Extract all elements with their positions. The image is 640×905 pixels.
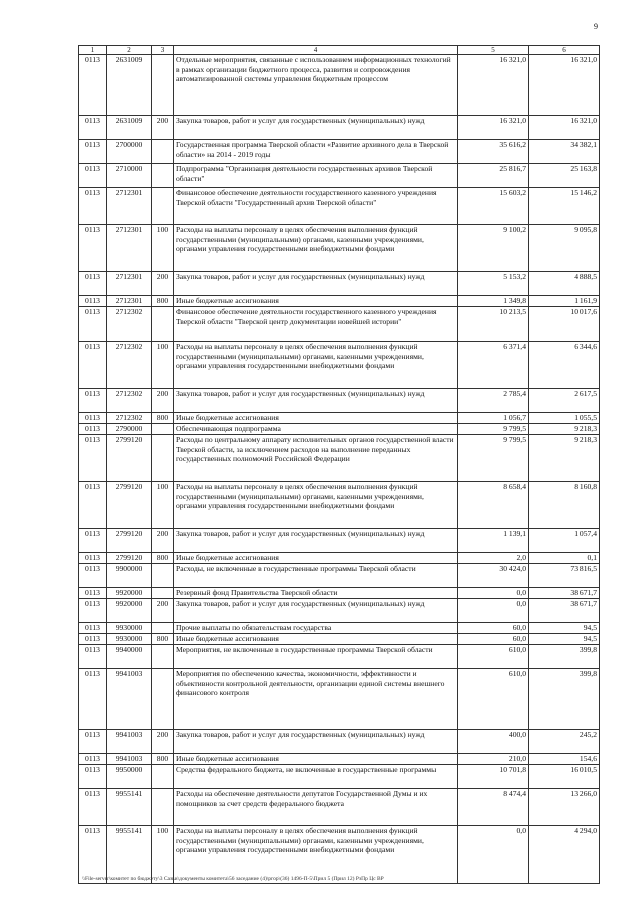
target-article-cell: 9920000	[107, 599, 152, 623]
code-cell: 0113	[79, 342, 107, 389]
code-cell: 0113	[79, 826, 107, 884]
expense-type-cell: 100	[152, 826, 174, 884]
target-article-cell: 2799120	[107, 435, 152, 482]
value-col5-cell: 210,0	[458, 754, 529, 765]
header-cell: 1	[79, 46, 107, 55]
value-col5-cell: 16 321,0	[458, 116, 529, 140]
target-article-cell: 9941003	[107, 754, 152, 765]
expense-type-cell: 100	[152, 482, 174, 529]
table-row	[79, 765, 600, 789]
code-cell: 0113	[79, 140, 107, 164]
expense-type-cell	[152, 588, 174, 599]
target-article-cell: 2712302	[107, 307, 152, 342]
target-article-cell: 2712301	[107, 188, 152, 225]
table-row	[79, 482, 600, 529]
description-cell: Закупка товаров, работ и услуг для государственных (муниципальных) нужд	[174, 272, 458, 296]
table-row	[79, 529, 600, 553]
description-cell: Расходы по центральному аппарату исполнительных органов государственной власти Тверской области, за исключением расходов на выполнение переданных государственных полномочий Российской Федерации	[174, 435, 458, 482]
code-cell: 0113	[79, 389, 107, 413]
expense-type-cell: 100	[152, 225, 174, 272]
target-article-cell: 2712301	[107, 296, 152, 307]
value-col6-cell: 9 095,8	[529, 225, 600, 272]
description-cell: Закупка товаров, работ и услуг для государственных (муниципальных) нужд	[174, 529, 458, 553]
description-cell: Иные бюджетные ассигнования	[174, 754, 458, 765]
table-row	[79, 164, 600, 188]
expense-type-cell: 200	[152, 529, 174, 553]
code-cell: 0113	[79, 188, 107, 225]
value-col5-cell: 60,0	[458, 634, 529, 645]
description-cell: Прочие выплаты по обязательствам государства	[174, 623, 458, 634]
value-col5-cell: 1 139,1	[458, 529, 529, 553]
description-cell: Расходы на выплаты персоналу в целях обеспечения выполнения функций государственными (муниципальными) органами, казенными учреждениями, органами управления государственными внебюджетными фондами	[174, 482, 458, 529]
code-cell: 0113	[79, 599, 107, 623]
value-col6-cell: 399,8	[529, 669, 600, 730]
target-article-cell: 9940000	[107, 645, 152, 669]
value-col5-cell: 5 153,2	[458, 272, 529, 296]
description-cell: Закупка товаров, работ и услуг для государственных (муниципальных) нужд	[174, 389, 458, 413]
value-col5-cell: 30 424,0	[458, 564, 529, 588]
value-col5-cell: 2 785,4	[458, 389, 529, 413]
value-col6-cell: 4 888,5	[529, 272, 600, 296]
target-article-cell: 2631009	[107, 116, 152, 140]
description-cell: Иные бюджетные ассигнования	[174, 553, 458, 564]
target-article-cell: 9920000	[107, 588, 152, 599]
value-col6-cell: 15 146,2	[529, 188, 600, 225]
target-article-cell: 2790000	[107, 424, 152, 435]
description-cell: Расходы на выплаты персоналу в целях обеспечения выполнения функций государственными (муниципальными) органами, казенными учреждениями, органами управления государственными внебюджетными фондами	[174, 342, 458, 389]
table-row	[79, 342, 600, 389]
table-row	[79, 435, 600, 482]
expense-type-cell	[152, 140, 174, 164]
value-col6-cell: 154,6	[529, 754, 600, 765]
expense-type-cell: 200	[152, 730, 174, 754]
value-col6-cell: 25 163,8	[529, 164, 600, 188]
target-article-cell: 2712302	[107, 342, 152, 389]
target-article-cell: 9941003	[107, 730, 152, 754]
description-cell: Резервный фонд Правительства Тверской области	[174, 588, 458, 599]
code-cell: 0113	[79, 55, 107, 116]
code-cell: 0113	[79, 307, 107, 342]
table-row	[79, 826, 600, 884]
value-col5-cell: 10 213,5	[458, 307, 529, 342]
value-col6-cell: 38 671,7	[529, 588, 600, 599]
value-col6-cell: 1 057,4	[529, 529, 600, 553]
value-col6-cell: 8 160,8	[529, 482, 600, 529]
code-cell: 0113	[79, 413, 107, 424]
table-row	[79, 730, 600, 754]
code-cell: 0113	[79, 564, 107, 588]
description-cell: Иные бюджетные ассигнования	[174, 296, 458, 307]
target-article-cell: 9930000	[107, 634, 152, 645]
expense-type-cell: 200	[152, 116, 174, 140]
expense-type-cell: 800	[152, 553, 174, 564]
header-cell: 6	[529, 46, 600, 55]
value-col5-cell: 10 701,8	[458, 765, 529, 789]
value-col6-cell: 0,1	[529, 553, 600, 564]
expense-type-cell: 100	[152, 342, 174, 389]
value-col6-cell: 4 294,0	[529, 826, 600, 884]
table-row	[79, 564, 600, 588]
page-number: 9	[594, 22, 598, 31]
value-col6-cell: 16 321,0	[529, 55, 600, 116]
value-col5-cell: 25 816,7	[458, 164, 529, 188]
expense-type-cell	[152, 564, 174, 588]
value-col6-cell: 1 161,9	[529, 296, 600, 307]
code-cell: 0113	[79, 754, 107, 765]
target-article-cell: 9955141	[107, 826, 152, 884]
target-article-cell: 2631009	[107, 55, 152, 116]
value-col5-cell: 8 658,4	[458, 482, 529, 529]
value-col6-cell: 16 010,5	[529, 765, 600, 789]
value-col5-cell: 1 056,7	[458, 413, 529, 424]
code-cell: 0113	[79, 789, 107, 826]
description-cell: Финансовое обеспечение деятельности государственного казенного учреждения Тверской области "Тверской центр документации новейшей истории"	[174, 307, 458, 342]
description-cell: Расходы на выплаты персоналу в целях обеспечения выполнения функций государственными (муниципальными) органами, казенными учреждениями, органами управления государственными внебюджетными фондами	[174, 225, 458, 272]
header-cell: 5	[458, 46, 529, 55]
target-article-cell: 2712301	[107, 225, 152, 272]
table-header-row	[79, 46, 600, 55]
target-article-cell: 9955141	[107, 789, 152, 826]
code-cell: 0113	[79, 529, 107, 553]
value-col5-cell: 9 799,5	[458, 424, 529, 435]
expense-type-cell	[152, 424, 174, 435]
table-row	[79, 296, 600, 307]
description-cell: Закупка товаров, работ и услуг для государственных (муниципальных) нужд	[174, 116, 458, 140]
value-col5-cell: 2,0	[458, 553, 529, 564]
value-col5-cell: 610,0	[458, 669, 529, 730]
code-cell: 0113	[79, 765, 107, 789]
table-row	[79, 140, 600, 164]
expense-type-cell	[152, 55, 174, 116]
target-article-cell: 2712302	[107, 389, 152, 413]
expense-type-cell	[152, 645, 174, 669]
value-col6-cell: 13 266,0	[529, 789, 600, 826]
value-col6-cell: 16 321,0	[529, 116, 600, 140]
header-cell: 2	[107, 46, 152, 55]
expense-type-cell: 800	[152, 754, 174, 765]
description-cell: Финансовое обеспечение деятельности государственного казенного учреждения Тверской области "Государственный архив Тверской области"	[174, 188, 458, 225]
target-article-cell: 2799120	[107, 482, 152, 529]
value-col6-cell: 73 816,5	[529, 564, 600, 588]
value-col6-cell: 38 671,7	[529, 599, 600, 623]
table-row	[79, 553, 600, 564]
value-col5-cell: 60,0	[458, 623, 529, 634]
value-col5-cell: 0,0	[458, 599, 529, 623]
description-cell: Закупка товаров, работ и услуг для государственных (муниципальных) нужд	[174, 599, 458, 623]
expense-type-cell: 200	[152, 389, 174, 413]
table-row	[79, 272, 600, 296]
description-cell: Мероприятия, не включенные в государственные программы Тверской области	[174, 645, 458, 669]
code-cell: 0113	[79, 272, 107, 296]
value-col6-cell: 94,5	[529, 634, 600, 645]
expense-type-cell: 200	[152, 599, 174, 623]
table-row	[79, 669, 600, 730]
budget-table	[78, 45, 600, 884]
expense-type-cell: 800	[152, 634, 174, 645]
target-article-cell: 2799120	[107, 553, 152, 564]
table-row	[79, 188, 600, 225]
expense-type-cell	[152, 188, 174, 225]
description-cell: Закупка товаров, работ и услуг для государственных (муниципальных) нужд	[174, 730, 458, 754]
target-article-cell: 9950000	[107, 765, 152, 789]
code-cell: 0113	[79, 669, 107, 730]
code-cell: 0113	[79, 424, 107, 435]
code-cell: 0113	[79, 164, 107, 188]
description-cell: Обеспечивающая подпрограмма	[174, 424, 458, 435]
value-col6-cell: 94,5	[529, 623, 600, 634]
value-col5-cell: 400,0	[458, 730, 529, 754]
value-col6-cell: 34 382,1	[529, 140, 600, 164]
table-row	[79, 413, 600, 424]
code-cell: 0113	[79, 482, 107, 529]
value-col5-cell: 8 474,4	[458, 789, 529, 826]
description-cell: Расходы на обеспечение деятельности депутатов Государственной Думы и их помощников за счет средств федерального бюджета	[174, 789, 458, 826]
value-col5-cell: 16 321,0	[458, 55, 529, 116]
expense-type-cell	[152, 164, 174, 188]
description-cell: Государственная программа Тверской области «Развитие архивного дела в Тверской области» на 2014 - 2019 годы	[174, 140, 458, 164]
table-row	[79, 116, 600, 140]
expense-type-cell	[152, 669, 174, 730]
value-col5-cell: 0,0	[458, 588, 529, 599]
description-cell: Иные бюджетные ассигнования	[174, 413, 458, 424]
description-cell: Подпрограмма "Организация деятельности государственных архивов Тверской области"	[174, 164, 458, 188]
description-cell: Отдельные мероприятия, связанные с использованием информационных технологий в рамках организации бюджетного процесса, развития и сопровождения автоматизированной системы управления бюджетным процессом	[174, 55, 458, 116]
target-article-cell: 2712301	[107, 272, 152, 296]
target-article-cell: 9941003	[107, 669, 152, 730]
table-row	[79, 754, 600, 765]
value-col6-cell: 9 218,3	[529, 424, 600, 435]
file-path-footer: \\File-server\комитет по бюджету\3 Сазьи\документы комитета\56 заседание (4)\ргор\(36) 1496-П-5\Прил 5 (Прил 12) РзПр Цс ВР	[82, 876, 384, 882]
code-cell: 0113	[79, 588, 107, 599]
table-row	[79, 599, 600, 623]
target-article-cell: 2799120	[107, 529, 152, 553]
table-row	[79, 307, 600, 342]
value-col5-cell: 610,0	[458, 645, 529, 669]
description-cell: Иные бюджетные ассигнования	[174, 634, 458, 645]
description-cell: Расходы, не включенные в государственные программы Тверской области	[174, 564, 458, 588]
expense-type-cell	[152, 307, 174, 342]
code-cell: 0113	[79, 116, 107, 140]
expense-type-cell	[152, 623, 174, 634]
table-row	[79, 389, 600, 413]
table-row	[79, 225, 600, 272]
value-col6-cell: 9 218,3	[529, 435, 600, 482]
table-row	[79, 424, 600, 435]
value-col6-cell: 2 617,5	[529, 389, 600, 413]
table-row	[79, 634, 600, 645]
code-cell: 0113	[79, 634, 107, 645]
expense-type-cell: 800	[152, 296, 174, 307]
table-row	[79, 55, 600, 116]
target-article-cell: 9930000	[107, 623, 152, 634]
code-cell: 0113	[79, 730, 107, 754]
expense-type-cell: 800	[152, 413, 174, 424]
expense-type-cell: 200	[152, 272, 174, 296]
value-col6-cell: 245,2	[529, 730, 600, 754]
header-cell: 4	[174, 46, 458, 55]
value-col6-cell: 1 055,5	[529, 413, 600, 424]
target-article-cell: 9900000	[107, 564, 152, 588]
value-col5-cell: 15 603,2	[458, 188, 529, 225]
header-cell: 3	[152, 46, 174, 55]
value-col5-cell: 9 100,2	[458, 225, 529, 272]
description-cell: Мероприятия по обеспечению качества, экономичности, эффективности и объективности контрольной деятельности, организации единой системы внешнего финансового контроля	[174, 669, 458, 730]
code-cell: 0113	[79, 623, 107, 634]
description-cell: Расходы на выплаты персоналу в целях обеспечения выполнения функций государственными (муниципальными) органами, казенными учреждениями, органами управления государственными внебюджетными фондами	[174, 826, 458, 884]
code-cell: 0113	[79, 645, 107, 669]
value-col6-cell: 399,8	[529, 645, 600, 669]
expense-type-cell	[152, 765, 174, 789]
target-article-cell: 2710000	[107, 164, 152, 188]
value-col5-cell: 35 616,2	[458, 140, 529, 164]
code-cell: 0113	[79, 435, 107, 482]
table-row	[79, 623, 600, 634]
value-col6-cell: 6 344,6	[529, 342, 600, 389]
table-row	[79, 588, 600, 599]
description-cell: Средства федерального бюджета, не включенные в государственные программы	[174, 765, 458, 789]
value-col5-cell: 6 371,4	[458, 342, 529, 389]
value-col6-cell: 10 017,6	[529, 307, 600, 342]
table-row	[79, 645, 600, 669]
expense-type-cell	[152, 789, 174, 826]
target-article-cell: 2700000	[107, 140, 152, 164]
code-cell: 0113	[79, 553, 107, 564]
value-col5-cell: 9 799,5	[458, 435, 529, 482]
value-col5-cell: 0,0	[458, 826, 529, 884]
target-article-cell: 2712302	[107, 413, 152, 424]
code-cell: 0113	[79, 225, 107, 272]
code-cell: 0113	[79, 296, 107, 307]
table-row	[79, 789, 600, 826]
value-col5-cell: 1 349,8	[458, 296, 529, 307]
expense-type-cell	[152, 435, 174, 482]
